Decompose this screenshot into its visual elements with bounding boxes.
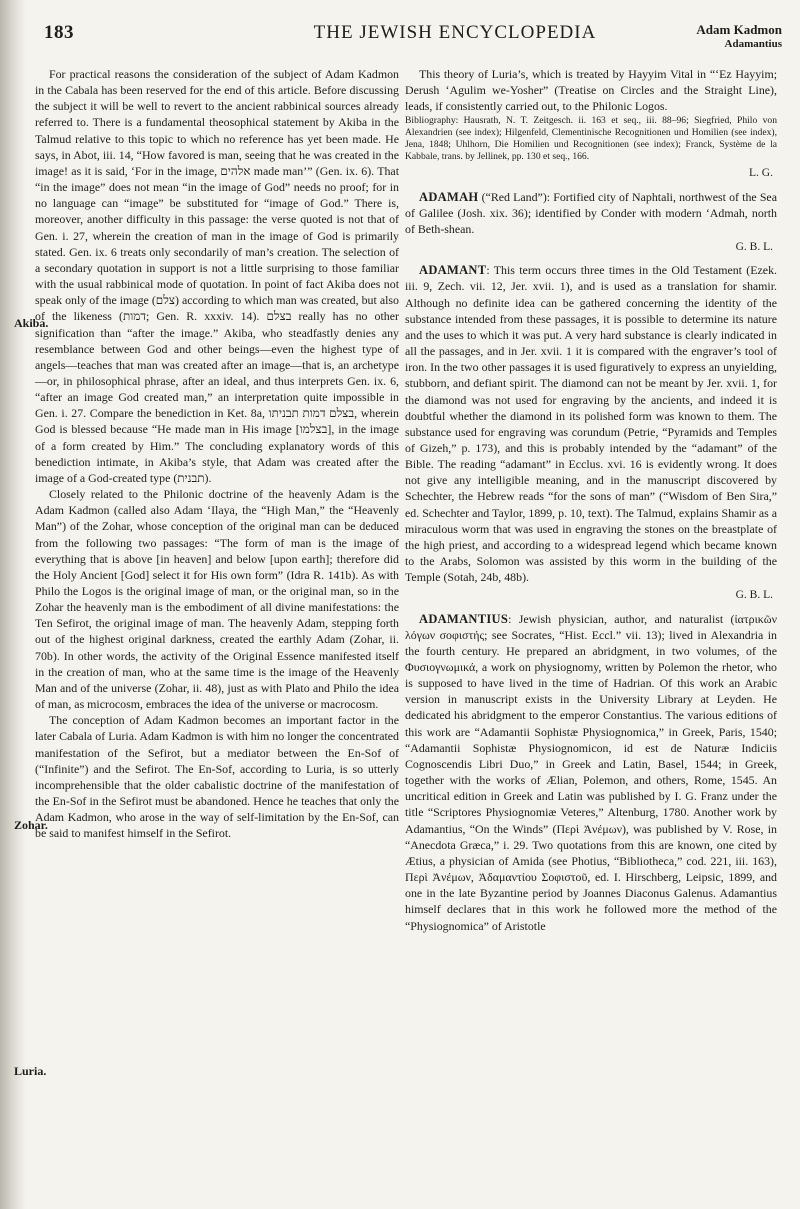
side-head-zohar: Zohar. xyxy=(14,818,48,832)
entry-adamantius xyxy=(405,611,777,934)
signature-intro: L. G. xyxy=(749,167,773,180)
running-title: THE JEWISH ENCYCLOPEDIA xyxy=(313,22,597,43)
signature-adamant: G. B. L. xyxy=(735,589,773,602)
bibliography: Bibliography: Hausrath, N. T. Zeitgesch. ii. 163 et seq., iii. 88–96; Siegfried, Philo von Alexandrien (see index); Hilgenfeld, Clementinische Recognitionen und Homilien (see index), Jena, 1848; Uhlhorn, Die Homilien und Recognitionen (see index); Franck, Système de la Kabbale, trans. by Jellinek, pp. 130 et seq., 166. xyxy=(405,115,777,163)
right-column xyxy=(405,66,777,934)
entry-adamah-text: (“Red Land”): Fortified city of Naphtali, northwest of the Sea of Galilee (Josh. xix. 36); identified by Conder with modern ‘Admah, north of Beth-shean. xyxy=(405,189,777,236)
side-head-luria: Luria. xyxy=(14,1064,47,1078)
side-head-akiba: Akiba. xyxy=(14,316,49,330)
headword-adamantius: ADAMANTIUS xyxy=(419,611,509,626)
page-header xyxy=(0,0,800,60)
entry-adamant xyxy=(405,262,777,603)
catchwords xyxy=(696,22,782,52)
paragraph-luria-continued: This theory of Luria’s, which is treated by Hayyim Vital in “‘Ez Hayyim; Derush ‘Agulim we-Yosher” (Treatise on Circles and the Straight Line), leads, if consistently carried out, to the Philonic Logos. xyxy=(405,67,777,114)
signature-adamah: G. B. L. xyxy=(735,241,773,254)
entry-adamant-text: : This term occurs three times in the Old Testament (Ezek. iii. 9, Zech. vii. 12, Jer. xvii. 1), and is used as a translation for shamir. Although no definite idea can be gathered concerning the identity of the substance intended from these passages, it is possible to determine its nature and the uses to which it was put. A very hard substance is clearly indicated in all the passages, and in Jer. xvii. 1 it is compared with the engraver’s tool of iron. In the two other passages it is used figuratively to express an unyielding, stubborn, and defiant spirit. The diamond can not be meant by Jer. xvii. 1, for the diamond was not used for engraving by the ancients, and indeed it is doubtful whether the diamond in its polished form was known to them. The substance used for engraving was corundum (Petrie, “Pyramids and Temples of Gizeh,” p. 173), and this is probably intended by the “adamant” of the Bible. The reading “adamant” in Ecclus. xvi. 16 is evidently wrong. It does not give any intelligible meaning, and in the manuscript discovered by Schechter, the Hebrew reads “for the sons of man” (“Wisdom of Ben Sira,” ed. Schechter and Taylor, 1899, p. 10, text). The Talmud, explains Shamir as a miraculous worm that was used in engraving the stones on the breastplate of the high priest, and according to a widespread legend which became known to the Arabs, Solomon was assisted by this worm in the building of the Temple (Sotah, 24b, 48b). xyxy=(405,263,777,585)
paragraph-akiba: For practical reasons the consideration of the subject of Adam Kadmon in the Cabala has been reserved for the end of this article. Before discussing the subject it will be well to revert to the ancient rabbinical sources already referred to. There is a fundamental theosophical statement by Akiba in the Talmud relative to this topic to which no reference has yet been made. He says, in Abot, iii. 14, “How favored is man, seeing that he was created in the image! as it is said, ‘For in the image, אלהים made man’” (Gen. ix. 6). That “in the image” does not mean “in the image of God” needs no proof; for in no language can “image” be substituted for “image of God.” There is, moreover, another difficulty in this passage: the verse quoted is not that of Gen. i. 27, wherein the creation of man in the image of God is primarily stated. Gen. ix. 6 treats only secondarily of man’s creation. The selection of a secondary quotation in support is not a little surprising to those familiar with the usual rabbinical mode of quotation. In point of fact Akiba does not speak only of the image (צלם) according to which man was created, but also of the likeness (דמות; Gen. R. xxxiv. 14). בצלם really has no other signification than “after the image.” Akiba, who steadfastly denies any resemblance between God and other beings—even the highest type of angels—teaches that man was created after an image—that is, an archetype—or, in philosophical phrase, after an ideal, and thus interprets Gen. ix. 6, “after an image God created man,” an interpretation quite impossible in Gen. i. 27. Compare the benediction in Ket. 8a, בצלם דמות תבניתו, wherein God is blessed because “He made man in His image [בצלמו], in the image of a form created by Him.” The concluding explanatory words of this benediction intimate, in Akiba’s style, that Adam was created after the image of a God-created type (תבנית). xyxy=(35,67,399,485)
paragraph-zohar: Closely related to the Philonic doctrine of the heavenly Adam is the Adam Kadmon (called also Adam ‘Ilaya, the “High Man,” the “Heavenly Man”) of the Zohar, whose conception of the original man can be deduced from the following two passages: “The form of man is the image of everything that is above [in heaven] and below [upon earth]; therefore did the Holy Ancient [God] select it for His own form” (Idra R. 141b). As with Philo the Logos is the original image of man, or the original man, so in the Zohar the heavenly man is the embodiment of all divine manifestations: the Ten Sefirot, the original image of man. The heavenly Adam, stepping forth out of the highest original darkness, created the earthly Adam (Zohar, ii. 70b). In other words, the activity of the Original Essence manifested itself in the creation of man, who at the same time is the image of the Heavenly Man and of the universe (Zohar, ii. 48), just as with Plato and Philo the idea of man, as microcosm, embraces the idea of the universe or macrocosm. xyxy=(35,487,399,712)
entry-adamantius-text: : Jewish physician, author, and naturalist (ἰατρικῶν λόγων σοφιστής; see Socrates, “Hist. Eccl.” vii. 13); lived in Alexandria in the fourth century. He prepared an abridgment, in two volumes, of the Φυσιογνωμικά, a work on physiognomy, written by Polemon the rhetor, who is supposed to have lived in the time of Hadrian. Of this work an Arabic version in manuscript exists in the University Library at Leyden. He dedicated his abridgment to the emperor Constantius. The various editions of this work are “Adamantii Sophistæ Physiognomica,” in Greek, Paris, 1540; “Adamantii Sophistæ Physiognomicon, id est de Naturæ Indiciis Cognoscendis Libri Duo,” in Greek and Latin, Basel, 1544; in Greek, together with the works of Ælian, Polemon, and others, Rome, 1545. An uncritical edition in Greek and Latin was published by I. G. Franz under the title “Scriptores Physiognomiæ Veteres,” Altenburg, 1780. Another work by Adamantius, “On the Winds” (Περὶ Ἀνέμων), was published by V. Rose, in “Anecdota Græca,” i. 29. Two quotations from this are known, one cited by Ætius, a physician of Amida (see Photius, “Bibliotheca,” cod. 221, iii. 163), Περὶ Ἀνέμων, Ἀδαμαντίου Σοφιστοῦ, ed. I. Hirschberg, Leipsic, 1899, and one in the late Byzantine period by Joannes Diaconus Galenus. Adamantius himself declares that in this work he followed more the method of the “Physiognomica” of Aristotle xyxy=(405,611,777,933)
entry-adamah xyxy=(405,189,777,256)
paragraph-luria: The conception of Adam Kadmon becomes an important factor in the later Cabala of Luria. Adam Kadmon is with him no longer the concentrated manifestation of the Sefirot, but a mediator between the En-Sof of (“Infinite”) and the Sefirot. The En-Sof, according to Luria, is so utterly incomprehensible that the older cabalistic doctrine of the manifestation of the En-Sof in the Sefirot must be abandoned. Hence he teaches that only the Adam Kadmon, who arose in the way of self-limitation by the En-Sof, can be said to manifest himself in the Sefirot. xyxy=(35,713,399,841)
left-column xyxy=(35,66,399,842)
headword-adamant: ADAMANT xyxy=(419,263,487,278)
catchword-top: Adam Kadmon xyxy=(696,22,782,37)
catchword-bottom: Adamantius xyxy=(724,38,782,50)
page-binding-shadow xyxy=(0,0,26,1209)
headword-adamah: ADAMAH xyxy=(419,189,479,204)
page-number: 183 xyxy=(44,22,74,43)
